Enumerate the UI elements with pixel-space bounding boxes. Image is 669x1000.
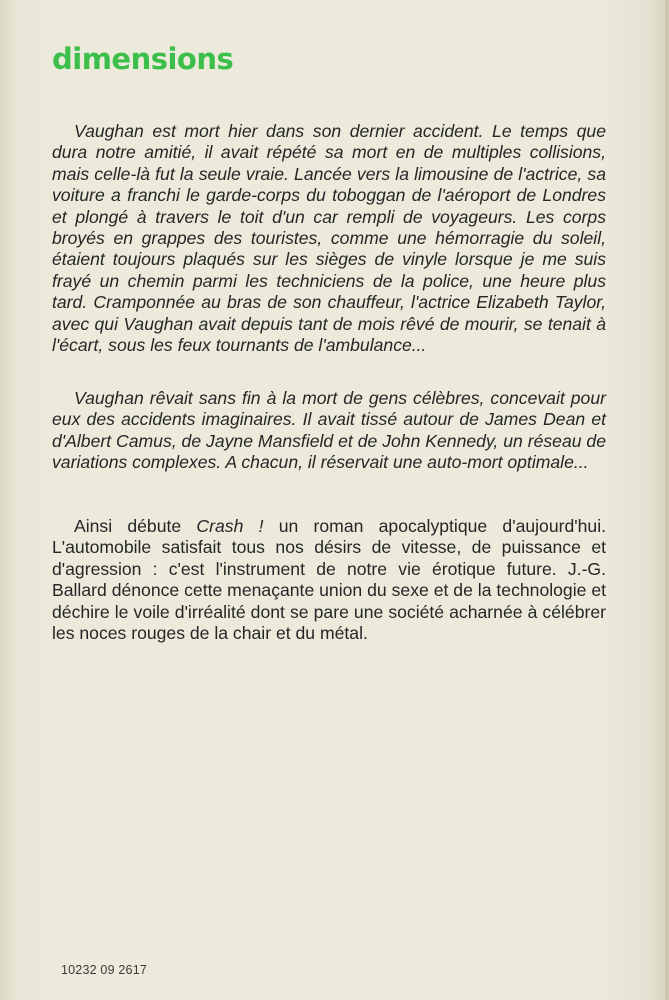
excerpt-paragraph-2: Vaughan rêvait sans fin à la mort de gens célèbres, concevait pour eux des accidents imaginaires. Il avait tissé autour de James Dean et d'Albert Camus, de Jayne Mansfield et de John Kennedy, un réseau de variations complexes. A chacun, il réservait une auto-mort optimale...: [52, 388, 606, 473]
book-title: Crash !: [196, 516, 264, 536]
isbn-code: 10232 09 2617: [61, 963, 148, 977]
excerpt-paragraph-1: Vaughan est mort hier dans son dernier accident. Le temps que dura notre amitié, il avait répété sa mort en de multiples collisions, mais celle-là fut la seule vraie. Lancée vers la limousine de l'actrice, sa voiture a franchi le garde-corps du toboggan de l'aéroport de Londres et plongé à travers le toit d'un car rempli de voyageurs. Les corps broyés en grappes des touristes, comme une hémorragie du soleil, étaient toujours plaqués sur les sièges de vinyle lorsque je me suis frayé un chemin parmi les techniciens de la police, une heure plus tard. Cramponnée au bras de son chauffeur, l'actrice Elizabeth Taylor, avec qui Vaughan avait depuis tant de mois rêvé de mourir, se tenait à l'écart, sous les feux tournants de l'ambulance...: [52, 121, 606, 356]
blurb-paragraph: [52, 516, 606, 644]
blurb-intro: Ainsi débute: [74, 516, 197, 536]
imprint-logo: dimensions: [52, 42, 234, 76]
blurb-body: un roman apocalyptique d'aujourd'hui. L'automobile satisfait tous nos désirs de vitesse, de puissance et d'agression : c'est l'instrument de notre vie érotique future. J.-G. Ballard dénonce cette menaçante union du sexe et de la technologie et déchire le voile d'irréalité dont se pare une société acharnée à célébrer les noces rouges de la chair et du métal.: [52, 516, 606, 644]
